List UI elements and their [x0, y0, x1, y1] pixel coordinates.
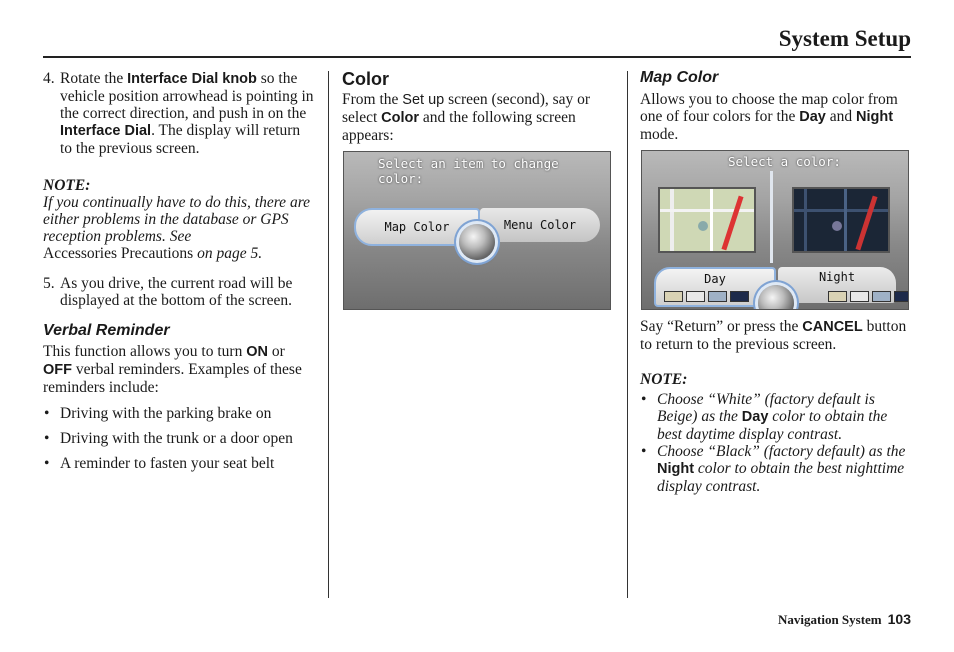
- color-screen-image: [343, 151, 611, 310]
- text: or: [267, 343, 285, 360]
- button-label: Night: [818, 270, 856, 284]
- button-label: Map Color: [384, 220, 450, 234]
- color-swatch[interactable]: [708, 291, 727, 302]
- column-divider-left: [328, 71, 329, 598]
- bullet-item: • Driving with the parking brake on: [44, 405, 272, 422]
- map-color-paragraph: [640, 91, 915, 143]
- text: Say “Return” or press the: [640, 318, 803, 335]
- text: mode.: [640, 126, 679, 143]
- color-swatch[interactable]: [664, 291, 683, 302]
- text: button to return to the previous screen.: [640, 318, 907, 353]
- verbal-reminder-text: [43, 343, 315, 396]
- on-term: ON: [246, 344, 268, 360]
- note-body: [43, 194, 315, 262]
- vehicle-marker-icon: [698, 221, 708, 231]
- map-color-heading: Map Color: [640, 69, 719, 86]
- road: [794, 209, 888, 212]
- page-number: 103: [887, 611, 911, 627]
- off-term: OFF: [43, 362, 72, 378]
- note-text: If you continually have to do this, there are either problems in the database or GPS reception problems. See: [43, 194, 311, 245]
- screen-title: Select a color:: [728, 154, 841, 169]
- bullet-item: • Driving with the trunk or a door open: [44, 430, 293, 447]
- color-term: Color: [381, 110, 420, 126]
- text: screen (second), say or select: [342, 91, 591, 126]
- day-term: Day: [799, 109, 826, 125]
- night-term: Night: [657, 461, 695, 477]
- screen-title: Select an item to change color:: [378, 156, 559, 186]
- road: [670, 189, 674, 251]
- step-number: 4.: [43, 70, 55, 87]
- step-text: . The display will return to the previous screen.: [60, 122, 301, 157]
- road: [710, 189, 713, 251]
- divider: [770, 171, 773, 263]
- header-rule: [43, 56, 911, 58]
- step-4: [43, 70, 315, 157]
- step-number: 5.: [43, 275, 55, 292]
- road: [844, 189, 847, 251]
- right-column: [640, 69, 915, 143]
- bullet-text: A reminder to fasten your seat belt: [60, 455, 275, 472]
- page-footer: [778, 611, 911, 628]
- text: and the following screen appears:: [342, 109, 576, 144]
- column-divider-right: [627, 71, 628, 598]
- map-color-screen-image: [641, 150, 909, 310]
- note-page-ref: on page 5.: [193, 245, 263, 262]
- day-map-preview: [658, 187, 756, 253]
- text: Choose “Black” (factory default) as the: [657, 443, 906, 460]
- interface-dial-knob-term: Interface Dial knob: [127, 71, 257, 87]
- middle-column: [342, 69, 614, 144]
- verbal-reminder-heading: Verbal Reminder: [43, 322, 170, 339]
- bullet-text: Driving with the parking brake on: [60, 405, 272, 422]
- text: verbal reminders. Examples of these reminders include:: [43, 361, 302, 396]
- color-heading: Color: [342, 69, 389, 89]
- cancel-term: CANCEL: [802, 319, 863, 335]
- page-title: System Setup: [778, 26, 911, 51]
- night-map-preview: [792, 187, 890, 253]
- text: From the: [342, 91, 403, 108]
- color-swatch[interactable]: [730, 291, 749, 302]
- note-label: NOTE:: [640, 371, 688, 388]
- color-swatch[interactable]: [850, 291, 869, 302]
- note-bullet-night: • Choose “Black” (factory default) as the Night color to obtain the best nighttime display contrast.: [641, 443, 906, 495]
- note-bullet-day: • Choose “White” (factory default is Beige) as the Day color to obtain the best daytime display contrast.: [641, 391, 888, 443]
- text: Allows you to choose the map color from one of four colors for the: [640, 91, 898, 125]
- color-swatch[interactable]: [828, 291, 847, 302]
- bullet-text: Driving with the trunk or a door open: [60, 430, 293, 447]
- day-term: Day: [741, 409, 769, 425]
- night-swatches: [828, 291, 909, 302]
- accessories-precautions-ref: Accessories Precautions: [43, 245, 194, 262]
- interface-dial-term: Interface Dial: [60, 123, 152, 139]
- text: and: [825, 108, 857, 125]
- road: [804, 189, 807, 251]
- step-text: so the vehicle position arrowhead is pointing in the correct direction, and push in on the: [60, 70, 314, 122]
- text: This function allows you to turn: [43, 343, 247, 360]
- set-up-term: Set up: [402, 92, 445, 108]
- route: [855, 196, 877, 251]
- road: [660, 209, 754, 212]
- step-5: [43, 275, 315, 309]
- interface-dial-knob-icon: [459, 224, 495, 260]
- vehicle-marker-icon: [832, 221, 842, 231]
- color-swatch[interactable]: [686, 291, 705, 302]
- color-swatch[interactable]: [894, 291, 909, 302]
- text: color to obtain the best nighttime display contrast.: [657, 460, 905, 495]
- button-label: Day: [704, 272, 726, 286]
- route: [721, 196, 743, 251]
- text: Choose “White” (factory default is Beige) as the: [657, 391, 875, 425]
- return-instruction: [640, 318, 915, 353]
- step-text: As you drive, the current road will be displayed at the bottom of the screen.: [60, 275, 293, 309]
- note-label: NOTE:: [43, 177, 91, 194]
- night-term: Night: [856, 109, 894, 125]
- step-text: Rotate the: [60, 70, 128, 87]
- day-swatches: [664, 291, 749, 302]
- right-column-lower: [640, 318, 915, 495]
- bullet-item: • A reminder to fasten your seat belt: [44, 455, 275, 472]
- button-label: Menu Color: [503, 218, 577, 232]
- color-paragraph: [342, 91, 614, 144]
- menu-color-button[interactable]: [480, 208, 600, 242]
- footer-label: Navigation System: [778, 612, 882, 627]
- color-swatch[interactable]: [872, 291, 891, 302]
- left-column: [43, 70, 315, 472]
- text: color to obtain the best daytime display contrast.: [657, 408, 888, 443]
